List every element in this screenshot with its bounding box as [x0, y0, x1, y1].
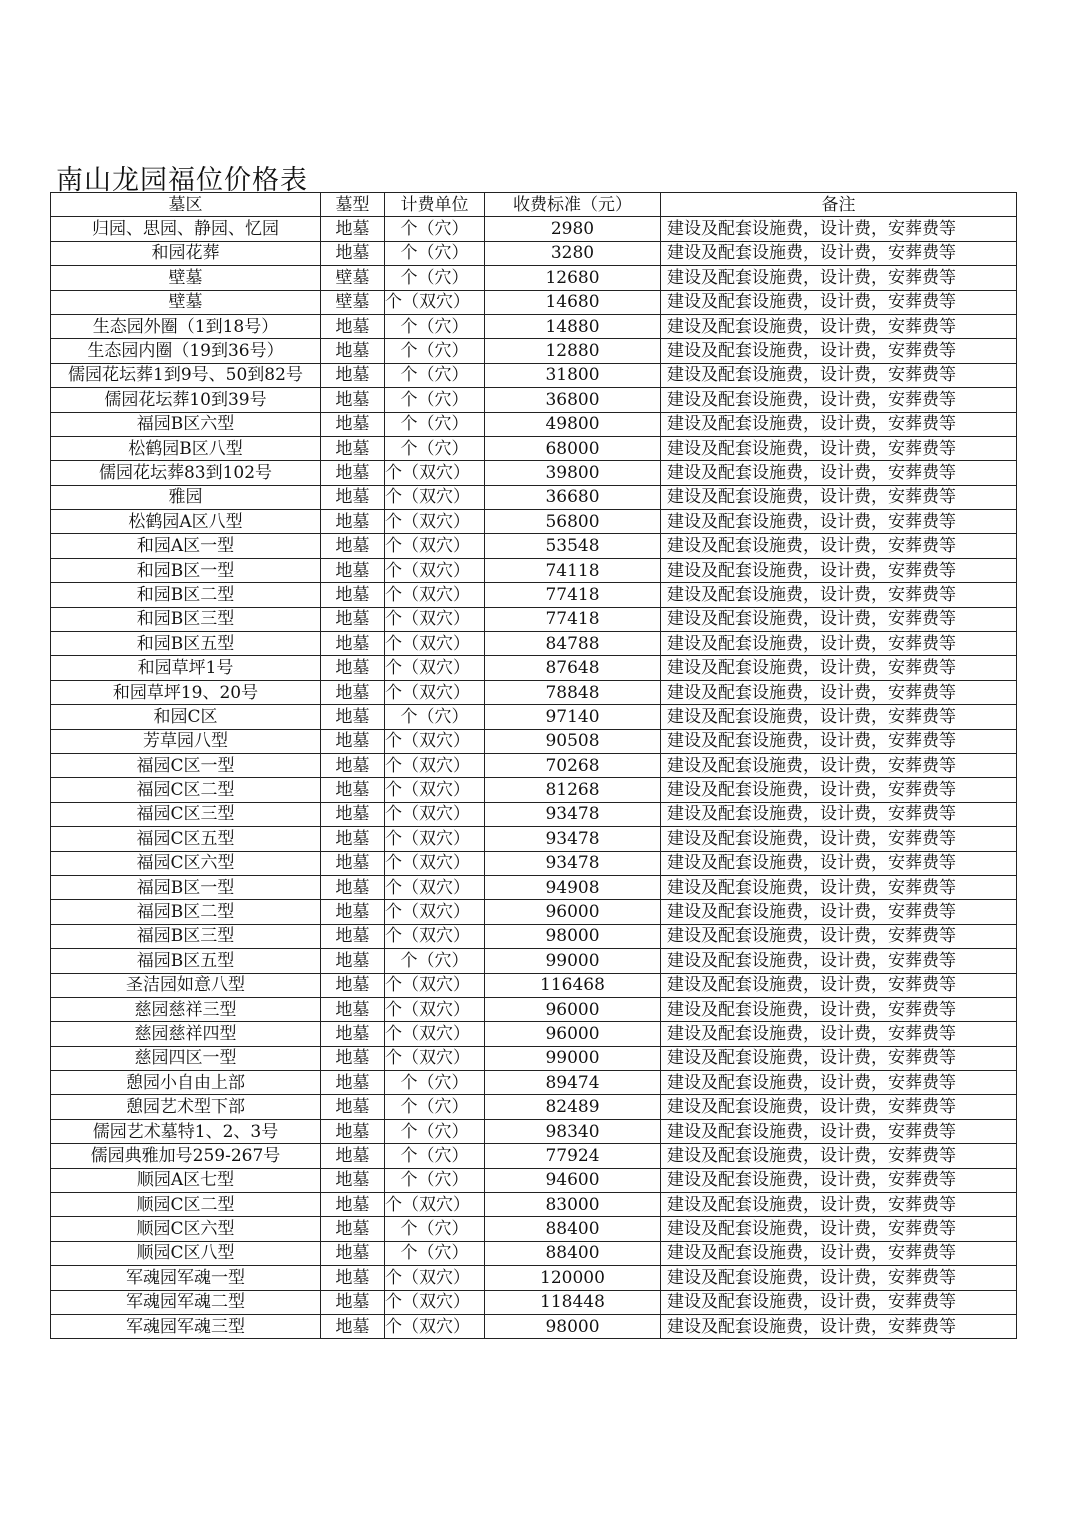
cell-remark: 建设及配套设施费，设计费，安葬费等 [661, 1119, 1017, 1143]
cell-zone: 军魂园军魂三型 [51, 1314, 321, 1338]
cell-zone: 和园B区三型 [51, 607, 321, 631]
cell-price: 98000 [485, 924, 661, 948]
cell-price: 94908 [485, 875, 661, 899]
cell-price: 77418 [485, 583, 661, 607]
table-row [51, 1314, 1017, 1338]
cell-remark: 建设及配套设施费，设计费，安葬费等 [661, 485, 1017, 509]
cell-remark: 建设及配套设施费，设计费，安葬费等 [661, 241, 1017, 265]
cell-remark: 建设及配套设施费，设计费，安葬费等 [661, 1071, 1017, 1095]
table-row [51, 900, 1017, 924]
cell-zone: 儒园花坛葬83到102号 [51, 461, 321, 485]
table-row [51, 973, 1017, 997]
cell-type: 地墓 [321, 339, 385, 363]
cell-unit: 个（穴） [385, 241, 485, 265]
cell-remark: 建设及配套设施费，设计费，安葬费等 [661, 997, 1017, 1021]
cell-remark: 建设及配套设施费，设计费，安葬费等 [661, 1217, 1017, 1241]
cell-type: 地墓 [321, 997, 385, 1021]
cell-zone: 和园花葬 [51, 241, 321, 265]
cell-price: 93478 [485, 802, 661, 826]
cell-unit: 个（双穴） [385, 290, 485, 314]
cell-price: 93478 [485, 827, 661, 851]
cell-price: 12680 [485, 266, 661, 290]
cell-remark: 建设及配套设施费，设计费，安葬费等 [661, 583, 1017, 607]
cell-price: 89474 [485, 1071, 661, 1095]
cell-type: 地墓 [321, 656, 385, 680]
cell-type: 地墓 [321, 461, 385, 485]
cell-remark: 建设及配套设施费，设计费，安葬费等 [661, 388, 1017, 412]
cell-unit: 个（双穴） [385, 1193, 485, 1217]
cell-type: 地墓 [321, 1119, 385, 1143]
cell-zone: 慈园慈祥四型 [51, 1022, 321, 1046]
cell-type: 地墓 [321, 388, 385, 412]
cell-type: 地墓 [321, 412, 385, 436]
cell-type: 地墓 [321, 510, 385, 534]
cell-type: 地墓 [321, 314, 385, 338]
cell-type: 地墓 [321, 1144, 385, 1168]
cell-remark: 建设及配套设施费，设计费，安葬费等 [661, 607, 1017, 631]
table-row [51, 1022, 1017, 1046]
cell-zone: 军魂园军魂二型 [51, 1290, 321, 1314]
cell-zone: 福园B区三型 [51, 924, 321, 948]
cell-type: 地墓 [321, 802, 385, 826]
cell-zone: 壁墓 [51, 266, 321, 290]
cell-unit: 个（双穴） [385, 583, 485, 607]
cell-remark: 建设及配套设施费，设计费，安葬费等 [661, 900, 1017, 924]
cell-price: 53548 [485, 534, 661, 558]
cell-unit: 个（穴） [385, 705, 485, 729]
cell-type: 地墓 [321, 729, 385, 753]
cell-type: 地墓 [321, 241, 385, 265]
cell-remark: 建设及配套设施费，设计费，安葬费等 [661, 1168, 1017, 1192]
cell-price: 74118 [485, 558, 661, 582]
cell-price: 3280 [485, 241, 661, 265]
cell-remark: 建设及配套设施费，设计费，安葬费等 [661, 461, 1017, 485]
cell-unit: 个（穴） [385, 314, 485, 338]
table-row [51, 1290, 1017, 1314]
table-row [51, 753, 1017, 777]
cell-type: 地墓 [321, 485, 385, 509]
table-row [51, 363, 1017, 387]
table-row [51, 997, 1017, 1021]
table-row [51, 266, 1017, 290]
cell-unit: 个（双穴） [385, 680, 485, 704]
cell-price: 81268 [485, 778, 661, 802]
cell-remark: 建设及配套设施费，设计费，安葬费等 [661, 1022, 1017, 1046]
cell-unit: 个（双穴） [385, 802, 485, 826]
cell-zone: 圣洁园如意八型 [51, 973, 321, 997]
table-row [51, 827, 1017, 851]
cell-unit: 个（穴） [385, 412, 485, 436]
header-remark: 备注 [661, 193, 1017, 217]
cell-unit: 个（双穴） [385, 729, 485, 753]
cell-type: 壁墓 [321, 266, 385, 290]
cell-unit: 个（双穴） [385, 1266, 485, 1290]
cell-price: 90508 [485, 729, 661, 753]
cell-price: 70268 [485, 753, 661, 777]
table-row [51, 485, 1017, 509]
table-row [51, 1095, 1017, 1119]
cell-zone: 慈园四区一型 [51, 1046, 321, 1070]
cell-price: 36680 [485, 485, 661, 509]
cell-unit: 个（穴） [385, 339, 485, 363]
cell-type: 地墓 [321, 1046, 385, 1070]
cell-type: 地墓 [321, 1095, 385, 1119]
cell-price: 77418 [485, 607, 661, 631]
cell-price: 87648 [485, 656, 661, 680]
cell-price: 94600 [485, 1168, 661, 1192]
cell-remark: 建设及配套设施费，设计费，安葬费等 [661, 1314, 1017, 1338]
cell-unit: 个（双穴） [385, 1022, 485, 1046]
table-row [51, 290, 1017, 314]
cell-zone: 雅园 [51, 485, 321, 509]
cell-remark: 建设及配套设施费，设计费，安葬费等 [661, 1144, 1017, 1168]
cell-unit: 个（双穴） [385, 534, 485, 558]
table-row [51, 388, 1017, 412]
cell-type: 地墓 [321, 827, 385, 851]
cell-type: 地墓 [321, 753, 385, 777]
cell-type: 地墓 [321, 607, 385, 631]
cell-unit: 个（双穴） [385, 1046, 485, 1070]
cell-unit: 个（双穴） [385, 1314, 485, 1338]
table-row [51, 851, 1017, 875]
cell-remark: 建设及配套设施费，设计费，安葬费等 [661, 973, 1017, 997]
cell-price: 99000 [485, 949, 661, 973]
cell-unit: 个（穴） [385, 1095, 485, 1119]
table-row [51, 1266, 1017, 1290]
cell-zone: 和园A区一型 [51, 534, 321, 558]
cell-remark: 建设及配套设施费，设计费，安葬费等 [661, 778, 1017, 802]
cell-type: 壁墓 [321, 290, 385, 314]
header-price: 收费标准（元） [485, 193, 661, 217]
cell-zone: 福园C区二型 [51, 778, 321, 802]
cell-unit: 个（双穴） [385, 924, 485, 948]
table-row [51, 1144, 1017, 1168]
cell-unit: 个（双穴） [385, 632, 485, 656]
cell-type: 地墓 [321, 1290, 385, 1314]
cell-unit: 个（穴） [385, 388, 485, 412]
cell-remark: 建设及配套设施费，设计费，安葬费等 [661, 632, 1017, 656]
cell-price: 14680 [485, 290, 661, 314]
cell-zone: 顺园A区七型 [51, 1168, 321, 1192]
cell-unit: 个（双穴） [385, 558, 485, 582]
cell-type: 地墓 [321, 363, 385, 387]
cell-type: 地墓 [321, 632, 385, 656]
cell-zone: 儒园花坛葬1到9号、50到82号 [51, 363, 321, 387]
cell-zone: 芳草园八型 [51, 729, 321, 753]
cell-unit: 个（双穴） [385, 900, 485, 924]
cell-zone: 军魂园军魂一型 [51, 1266, 321, 1290]
table-row [51, 632, 1017, 656]
cell-type: 地墓 [321, 558, 385, 582]
table-row [51, 558, 1017, 582]
table-body [51, 217, 1017, 1339]
cell-price: 118448 [485, 1290, 661, 1314]
cell-type: 地墓 [321, 583, 385, 607]
cell-price: 88400 [485, 1217, 661, 1241]
price-table [50, 192, 1017, 1339]
table-row [51, 1241, 1017, 1265]
cell-remark: 建设及配套设施费，设计费，安葬费等 [661, 266, 1017, 290]
cell-unit: 个（双穴） [385, 778, 485, 802]
cell-unit: 个（穴） [385, 266, 485, 290]
cell-zone: 归园、思园、静园、忆园 [51, 217, 321, 241]
cell-zone: 松鹤园B区八型 [51, 436, 321, 460]
table-row [51, 534, 1017, 558]
cell-zone: 憩园艺术型下部 [51, 1095, 321, 1119]
table-row [51, 510, 1017, 534]
cell-remark: 建设及配套设施费，设计费，安葬费等 [661, 217, 1017, 241]
table-row [51, 924, 1017, 948]
table-row [51, 1046, 1017, 1070]
table-row [51, 1119, 1017, 1143]
cell-remark: 建设及配套设施费，设计费，安葬费等 [661, 705, 1017, 729]
table-row [51, 217, 1017, 241]
cell-zone: 和园B区五型 [51, 632, 321, 656]
table-row [51, 1168, 1017, 1192]
cell-remark: 建设及配套设施费，设计费，安葬费等 [661, 363, 1017, 387]
header-zone: 墓区 [51, 193, 321, 217]
cell-zone: 和园草坪1号 [51, 656, 321, 680]
cell-remark: 建设及配套设施费，设计费，安葬费等 [661, 729, 1017, 753]
cell-price: 120000 [485, 1266, 661, 1290]
cell-type: 地墓 [321, 778, 385, 802]
cell-zone: 儒园花坛葬10到39号 [51, 388, 321, 412]
cell-type: 地墓 [321, 534, 385, 558]
cell-type: 地墓 [321, 1314, 385, 1338]
cell-type: 地墓 [321, 1022, 385, 1046]
cell-type: 地墓 [321, 973, 385, 997]
cell-type: 地墓 [321, 680, 385, 704]
cell-type: 地墓 [321, 1193, 385, 1217]
table-row [51, 802, 1017, 826]
cell-remark: 建设及配套设施费，设计费，安葬费等 [661, 436, 1017, 460]
cell-unit: 个（穴） [385, 436, 485, 460]
cell-type: 地墓 [321, 1071, 385, 1095]
cell-remark: 建设及配套设施费，设计费，安葬费等 [661, 339, 1017, 363]
table-row [51, 705, 1017, 729]
cell-price: 56800 [485, 510, 661, 534]
cell-type: 地墓 [321, 900, 385, 924]
cell-remark: 建设及配套设施费，设计费，安葬费等 [661, 290, 1017, 314]
cell-zone: 松鹤园A区八型 [51, 510, 321, 534]
cell-remark: 建设及配套设施费，设计费，安葬费等 [661, 656, 1017, 680]
cell-unit: 个（穴） [385, 949, 485, 973]
cell-zone: 慈园慈祥三型 [51, 997, 321, 1021]
cell-unit: 个（穴） [385, 217, 485, 241]
cell-unit: 个（双穴） [385, 656, 485, 680]
cell-price: 83000 [485, 1193, 661, 1217]
cell-type: 地墓 [321, 851, 385, 875]
cell-zone: 和园草坪19、20号 [51, 680, 321, 704]
cell-price: 68000 [485, 436, 661, 460]
cell-zone: 福园C区五型 [51, 827, 321, 851]
table-row [51, 875, 1017, 899]
cell-unit: 个（穴） [385, 1119, 485, 1143]
cell-remark: 建设及配套设施费，设计费，安葬费等 [661, 1193, 1017, 1217]
cell-unit: 个（穴） [385, 363, 485, 387]
cell-remark: 建设及配套设施费，设计费，安葬费等 [661, 412, 1017, 436]
cell-zone: 生态园内圈（19到36号） [51, 339, 321, 363]
cell-remark: 建设及配套设施费，设计费，安葬费等 [661, 314, 1017, 338]
cell-unit: 个（穴） [385, 1071, 485, 1095]
cell-zone: 壁墓 [51, 290, 321, 314]
cell-remark: 建设及配套设施费，设计费，安葬费等 [661, 1241, 1017, 1265]
table-row [51, 436, 1017, 460]
table-row [51, 656, 1017, 680]
cell-price: 77924 [485, 1144, 661, 1168]
cell-remark: 建设及配套设施费，设计费，安葬费等 [661, 1290, 1017, 1314]
cell-price: 36800 [485, 388, 661, 412]
cell-zone: 福园C区一型 [51, 753, 321, 777]
table-row [51, 729, 1017, 753]
cell-price: 12880 [485, 339, 661, 363]
cell-price: 98000 [485, 1314, 661, 1338]
cell-price: 31800 [485, 363, 661, 387]
table-row [51, 1071, 1017, 1095]
cell-remark: 建设及配套设施费，设计费，安葬费等 [661, 851, 1017, 875]
table-header-row [51, 193, 1017, 217]
cell-unit: 个（双穴） [385, 753, 485, 777]
cell-type: 地墓 [321, 1266, 385, 1290]
cell-remark: 建设及配套设施费，设计费，安葬费等 [661, 1095, 1017, 1119]
header-unit: 计费单位 [385, 193, 485, 217]
cell-zone: 福园B区一型 [51, 875, 321, 899]
table-row [51, 607, 1017, 631]
cell-zone: 福园B区五型 [51, 949, 321, 973]
cell-price: 78848 [485, 680, 661, 704]
cell-unit: 个（双穴） [385, 973, 485, 997]
cell-type: 地墓 [321, 875, 385, 899]
cell-zone: 儒园典雅加号259-267号 [51, 1144, 321, 1168]
cell-zone: 福园C区六型 [51, 851, 321, 875]
cell-price: 98340 [485, 1119, 661, 1143]
table-row [51, 339, 1017, 363]
cell-unit: 个（双穴） [385, 510, 485, 534]
cell-zone: 福园B区六型 [51, 412, 321, 436]
cell-unit: 个（双穴） [385, 461, 485, 485]
cell-unit: 个（双穴） [385, 1290, 485, 1314]
cell-unit: 个（穴） [385, 1168, 485, 1192]
cell-price: 96000 [485, 900, 661, 924]
cell-zone: 福园B区二型 [51, 900, 321, 924]
table-row [51, 680, 1017, 704]
cell-unit: 个（双穴） [385, 875, 485, 899]
cell-price: 93478 [485, 851, 661, 875]
cell-unit: 个（双穴） [385, 485, 485, 509]
cell-zone: 福园C区三型 [51, 802, 321, 826]
cell-remark: 建设及配套设施费，设计费，安葬费等 [661, 680, 1017, 704]
cell-price: 116468 [485, 973, 661, 997]
cell-price: 84788 [485, 632, 661, 656]
cell-remark: 建设及配套设施费，设计费，安葬费等 [661, 875, 1017, 899]
cell-type: 地墓 [321, 924, 385, 948]
table-row [51, 778, 1017, 802]
cell-remark: 建设及配套设施费，设计费，安葬费等 [661, 924, 1017, 948]
cell-price: 99000 [485, 1046, 661, 1070]
cell-zone: 和园B区二型 [51, 583, 321, 607]
cell-price: 96000 [485, 997, 661, 1021]
cell-zone: 顺园C区六型 [51, 1217, 321, 1241]
table-row [51, 1193, 1017, 1217]
cell-zone: 儒园艺术墓特1、2、3号 [51, 1119, 321, 1143]
cell-remark: 建设及配套设施费，设计费，安葬费等 [661, 827, 1017, 851]
table-row [51, 412, 1017, 436]
cell-price: 96000 [485, 1022, 661, 1046]
cell-remark: 建设及配套设施费，设计费，安葬费等 [661, 753, 1017, 777]
table-row [51, 949, 1017, 973]
table-row [51, 314, 1017, 338]
cell-unit: 个（穴） [385, 1241, 485, 1265]
cell-price: 97140 [485, 705, 661, 729]
cell-price: 88400 [485, 1241, 661, 1265]
cell-zone: 和园B区一型 [51, 558, 321, 582]
page-title: 南山龙园福位价格表 [56, 165, 308, 196]
cell-price: 82489 [485, 1095, 661, 1119]
cell-type: 地墓 [321, 1217, 385, 1241]
cell-remark: 建设及配套设施费，设计费，安葬费等 [661, 802, 1017, 826]
cell-zone: 顺园C区二型 [51, 1193, 321, 1217]
cell-price: 14880 [485, 314, 661, 338]
cell-zone: 憩园小自由上部 [51, 1071, 321, 1095]
cell-price: 2980 [485, 217, 661, 241]
table-row [51, 1217, 1017, 1241]
cell-unit: 个（双穴） [385, 997, 485, 1021]
cell-remark: 建设及配套设施费，设计费，安葬费等 [661, 534, 1017, 558]
cell-type: 地墓 [321, 1241, 385, 1265]
table-row [51, 583, 1017, 607]
cell-unit: 个（双穴） [385, 851, 485, 875]
cell-type: 地墓 [321, 217, 385, 241]
table-row [51, 461, 1017, 485]
cell-type: 地墓 [321, 705, 385, 729]
cell-unit: 个（双穴） [385, 827, 485, 851]
cell-price: 49800 [485, 412, 661, 436]
cell-remark: 建设及配套设施费，设计费，安葬费等 [661, 510, 1017, 534]
cell-zone: 和园C区 [51, 705, 321, 729]
cell-type: 地墓 [321, 436, 385, 460]
cell-type: 地墓 [321, 1168, 385, 1192]
cell-unit: 个（双穴） [385, 607, 485, 631]
cell-zone: 顺园C区八型 [51, 1241, 321, 1265]
header-type: 墓型 [321, 193, 385, 217]
cell-remark: 建设及配套设施费，设计费，安葬费等 [661, 1266, 1017, 1290]
cell-price: 39800 [485, 461, 661, 485]
cell-remark: 建设及配套设施费，设计费，安葬费等 [661, 949, 1017, 973]
cell-zone: 生态园外圈（1到18号） [51, 314, 321, 338]
cell-remark: 建设及配套设施费，设计费，安葬费等 [661, 1046, 1017, 1070]
cell-unit: 个（穴） [385, 1217, 485, 1241]
cell-type: 地墓 [321, 949, 385, 973]
table-row [51, 241, 1017, 265]
cell-remark: 建设及配套设施费，设计费，安葬费等 [661, 558, 1017, 582]
cell-unit: 个（穴） [385, 1144, 485, 1168]
